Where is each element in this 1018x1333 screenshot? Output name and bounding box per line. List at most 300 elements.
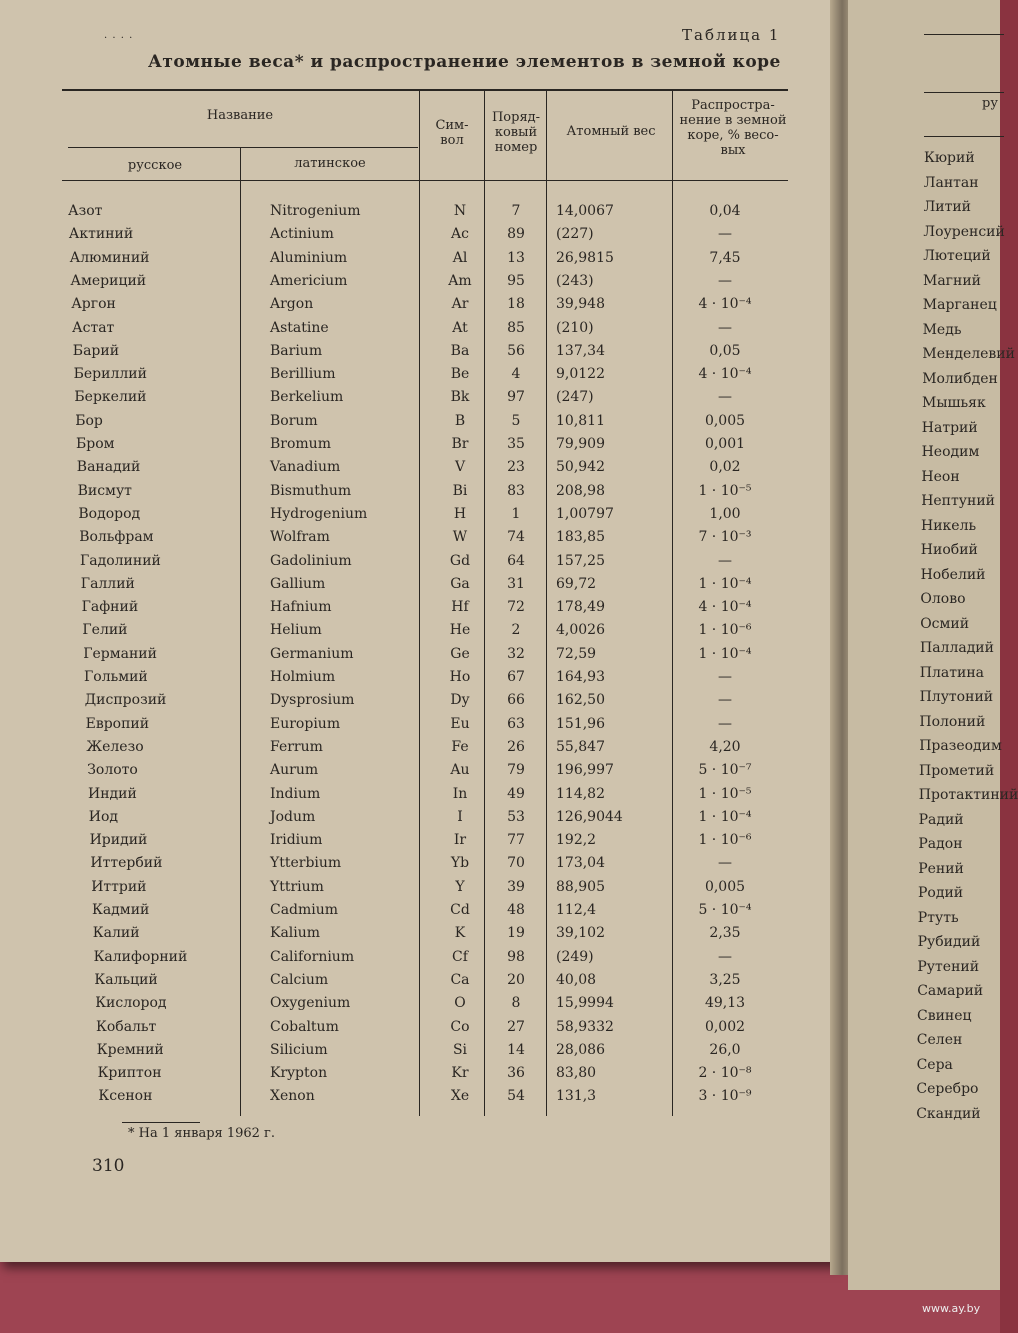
right-list-item: Серебро [916,1081,979,1097]
right-list-item: Неон [921,468,960,485]
latin-name: Wolfram [270,529,330,546]
table-label: Таблица 1 [682,26,781,44]
latin-name: Yttrium [270,878,324,895]
crust-abundance: 49,13 [704,995,746,1012]
atomic-weight: 1,00797 [556,505,614,522]
atomic-weight: 26,9815 [556,249,614,266]
latin-name: Nitrogenium [270,203,361,219]
atomic-number: 1 [511,505,521,522]
russian-name: Диспрозий [84,692,167,709]
table-row [0,669,830,692]
russian-name: Азот [68,203,103,219]
atomic-weight: 55,847 [556,738,605,755]
atomic-number: 97 [507,389,525,406]
right-list-item: Платина [919,664,984,681]
atomic-number: 79 [507,762,525,779]
crust-abundance: 0,002 [704,1018,746,1035]
element-symbol: In [452,785,468,802]
atomic-number: 98 [507,948,525,965]
latin-name: Holmium [270,669,336,685]
right-list-item: Радон [918,836,963,852]
atomic-weight: 126,9044 [556,808,623,825]
table-row [0,529,830,552]
right-rule-2 [924,92,1004,93]
latin-name: Kalium [270,925,321,942]
latin-name: Argon [270,296,314,313]
footnote: * На 1 января 1962 г. [128,1126,276,1141]
right-list-item: Кюрий [924,150,975,166]
table-row [0,1065,830,1088]
right-list-item: Литий [923,199,972,215]
crust-abundance: 1 · 10⁻⁶ [698,832,752,849]
table-row [0,832,830,855]
table-row [0,809,830,832]
atomic-number: 19 [507,925,525,942]
russian-name: Гольмий [84,669,148,685]
crust-abundance: 5 · 10⁻⁷ [698,762,752,779]
crust-abundance: — [718,715,732,732]
right-list-item: Свинец [917,1007,972,1024]
russian-name: Германий [83,645,157,662]
crust-abundance: 0,001 [704,436,746,452]
header-latin: латинское [294,156,366,171]
right-list-item: Нептуний [921,493,995,509]
crust-abundance: 3 · 10⁻⁹ [698,1088,752,1105]
russian-name: Висмут [77,482,132,499]
atomic-number: 5 [511,412,521,429]
latin-name: Hydrogenium [270,505,368,522]
russian-name: Ванадий [76,459,141,476]
latin-name: Dysprosium [270,692,355,709]
right-list-item: Самарий [917,983,984,999]
crust-abundance: 0,005 [704,878,746,895]
latin-name: Astatine [270,319,329,336]
latin-name: Krypton [270,1065,328,1082]
atomic-weight: 208,98 [556,482,605,499]
table-row [0,739,830,762]
right-list-item: Олово [920,591,966,607]
right-list-item: Празеодим [919,738,1002,754]
right-list-item: Палладий [920,640,994,656]
right-list-item: Медь [922,321,962,338]
atomic-weight: 9,0122 [556,366,605,383]
crust-abundance: 1 · 10⁻⁴ [698,645,752,662]
right-list-item: Натрий [921,419,978,436]
atomic-weight: 4,0026 [556,622,605,639]
table-row [0,972,830,995]
header-abundance: Распростра- нение в земной коре, % весо- вых [679,98,787,158]
name-subheader-rule [68,147,418,148]
right-list-item: Прометий [919,762,995,779]
element-symbol: Xe [450,1088,470,1105]
russian-name: Аргон [71,296,116,313]
crust-abundance: 2 · 10⁻⁸ [698,1065,752,1082]
atomic-number: 63 [507,715,525,732]
crust-abundance: 1 · 10⁻⁴ [698,808,752,825]
atomic-weight: 151,96 [556,715,605,732]
element-symbol: I [457,808,463,825]
crust-abundance: — [718,389,732,406]
atomic-weight: (227) [556,226,594,243]
atomic-weight: 88,905 [556,878,605,895]
table-row [0,320,830,343]
element-symbol: H [453,505,467,522]
crust-abundance: 26,0 [709,1041,741,1058]
latin-name: Silicium [270,1041,328,1058]
crust-abundance: 4 · 10⁻⁴ [698,296,752,313]
table-row [0,296,830,319]
table-row [0,483,830,506]
russian-name: Астат [72,319,115,336]
right-page [848,0,1018,1315]
crust-abundance: — [718,669,732,685]
right-list-item: Марганец [922,297,997,313]
table-row [0,459,830,482]
table-row [0,389,830,412]
russian-name: Актиний [68,226,134,243]
russian-name: Алюминий [69,249,150,266]
atomic-weight: 162,50 [556,692,605,709]
russian-name: Америций [70,272,147,289]
atomic-number: 66 [507,692,525,709]
crust-abundance: — [718,692,732,709]
latin-name: Californium [270,948,355,965]
atomic-number: 83 [507,482,525,499]
right-list-item: Родий [918,885,964,901]
latin-name: Germanium [270,645,354,662]
element-symbol: Be [450,366,470,383]
element-symbol: Co [450,1018,470,1035]
atomic-number: 54 [507,1088,525,1105]
crust-abundance: 7 · 10⁻³ [698,529,752,546]
element-symbol: At [452,319,468,336]
russian-name: Бериллий [73,366,147,383]
russian-name: Иридий [89,832,148,849]
crust-abundance: 0,02 [709,459,741,476]
element-symbol: Yb [450,855,470,872]
element-symbol: B [454,412,466,429]
crust-abundance: 0,04 [709,203,741,219]
atomic-weight: (247) [556,389,594,406]
right-list-item: Лантан [923,174,979,191]
right-rule-1 [924,34,1004,35]
atomic-weight: 178,49 [556,599,605,616]
right-list-item: Сера [916,1056,953,1073]
element-symbol: Ac [451,226,469,243]
table-row [0,949,830,972]
atomic-weight: 79,909 [556,436,605,452]
atomic-number: 36 [507,1065,525,1082]
element-symbol: Cf [452,948,468,965]
table-row [0,273,830,296]
table-row [0,413,830,436]
latin-name: Bismuthum [270,482,352,499]
element-symbol: Au [450,762,470,779]
atomic-weight: 14,0067 [556,203,614,219]
right-list-item: Молибден [922,370,998,387]
page-number: 310 [92,1156,125,1176]
table-row [0,576,830,599]
table-row [0,599,830,622]
atomic-weight: (249) [556,948,594,965]
crust-abundance: 0,05 [709,342,741,359]
atomic-number: 67 [507,669,525,685]
table-row [0,692,830,715]
atomic-number: 18 [507,296,525,313]
crust-abundance: — [718,272,732,289]
crust-abundance: 0,005 [704,412,746,429]
atomic-weight: (243) [556,272,594,289]
right-list-item: Неодим [921,444,980,460]
russian-name: Кобальт [96,1018,157,1035]
atomic-number: 23 [507,459,525,476]
atomic-number: 89 [507,226,525,243]
right-list-item: Скандий [916,1105,981,1122]
table-row [0,925,830,948]
atomic-weight: 196,997 [556,762,614,779]
right-list-item: Мышьяк [922,395,986,411]
latin-name: Gadolinium [270,552,352,569]
russian-name: Водород [78,505,141,522]
right-list-item: Лоуренсий [923,223,1005,240]
atomic-weight: 69,72 [556,575,597,592]
russian-name: Иттрий [91,878,147,895]
element-symbol: Kr [451,1065,469,1082]
crust-abundance: — [718,855,732,872]
table-title: Атомные веса* и распространение элементов в земной коре [148,52,781,72]
element-symbol: He [449,622,471,639]
element-symbol: Bi [452,482,468,499]
atomic-number: 85 [507,319,525,336]
watermark: www.ay.by [922,1302,981,1315]
table-row [0,1019,830,1042]
element-symbol: Ar [451,296,469,313]
right-list-item: Магний [923,272,982,289]
crust-abundance: 4 · 10⁻⁴ [698,366,752,383]
atomic-weight: 137,34 [556,342,605,359]
latin-name: Borum [270,412,318,429]
atomic-number: 35 [507,436,525,452]
latin-name: Helium [270,622,322,639]
atomic-weight: 157,25 [556,552,605,569]
latin-name: Actinium [270,226,334,243]
atomic-weight: 183,85 [556,529,605,546]
latin-name: Hafnium [270,599,332,616]
crust-abundance: 1 · 10⁻⁶ [698,622,752,639]
right-list-item: Протактиний [918,787,1018,803]
crust-abundance: 4,20 [709,738,741,755]
atomic-number: 31 [507,575,525,592]
latin-name: Ferrum [270,738,323,755]
table-row [0,902,830,925]
element-symbol: Ge [450,645,470,662]
atomic-number: 56 [507,342,525,359]
atomic-weight: 72,59 [556,645,597,662]
atomic-number: 4 [511,366,521,383]
crust-abundance: 3,25 [709,971,741,988]
table-row [0,553,830,576]
crust-abundance: 7,45 [709,249,741,266]
atomic-weight: 15,9994 [556,995,614,1012]
right-list-item: Ртуть [917,909,959,926]
latin-name: Cadmium [270,902,339,918]
table-row [0,716,830,739]
latin-name: Gallium [270,575,326,592]
russian-name: Золото [87,762,138,779]
crust-abundance: 1 · 10⁻⁵ [698,785,752,802]
right-header-fragment: ру [982,96,998,111]
latin-name: Iridium [270,832,323,849]
atomic-number: 49 [507,785,525,802]
russian-name: Криптон [97,1065,162,1082]
table-row [0,226,830,249]
atomic-number: 70 [507,855,525,872]
atomic-number: 13 [507,249,525,266]
header-weight: Атомный вес [566,124,656,139]
latin-name: Bromum [270,436,331,452]
russian-name: Иод [88,808,119,825]
table-row [0,366,830,389]
right-list-item: Рубидий [917,934,981,950]
crust-abundance: 1 · 10⁻⁴ [698,575,752,592]
latin-name: Aluminium [270,249,348,266]
russian-name: Кремний [96,1041,164,1058]
atomic-weight: 192,2 [556,832,597,849]
element-symbol: Dy [450,692,470,709]
header-symbol: Сим- вол [435,118,469,148]
header-bottom-rule [62,180,788,181]
russian-name: Гелий [82,622,128,639]
russian-name: Беркелий [74,389,147,406]
right-list-item: Никель [921,517,977,534]
latin-name: Europium [270,715,341,732]
table-row [0,203,830,226]
table-row [0,855,830,878]
right-list-item: Нобелий [920,566,986,583]
atomic-weight: 50,942 [556,459,605,476]
atomic-number: 72 [507,599,525,616]
element-symbol: Br [451,436,469,452]
element-symbol: Ba [450,342,470,359]
atomic-number: 39 [507,878,525,895]
atomic-number: 64 [507,552,525,569]
element-symbol: O [454,995,466,1012]
right-list-item: Лютеций [923,248,991,264]
table-row [0,879,830,902]
latin-name: Aurum [270,762,319,779]
table-top-rule [62,89,788,91]
latin-name: Calcium [270,971,329,988]
latin-name: Vanadium [270,459,341,476]
latin-name: Indium [270,785,321,802]
element-symbol: N [453,203,467,219]
latin-name: Jodum [270,808,316,825]
table-row [0,646,830,669]
crust-abundance: 1 · 10⁻⁵ [698,482,752,499]
crust-abundance: — [718,226,732,243]
element-symbol: Ga [450,575,470,592]
latin-name: Americium [270,272,348,289]
latin-name: Ytterbium [270,855,342,872]
atomic-number: 7 [511,203,521,219]
atomic-number: 20 [507,971,525,988]
atomic-number: 32 [507,645,525,662]
table-row [0,1042,830,1065]
element-symbol: V [454,459,466,476]
table-row [0,995,830,1018]
right-list-item: Радий [918,811,964,828]
atomic-number: 2 [511,622,521,639]
right-list-item: Полоний [919,713,986,730]
russian-name: Бор [75,412,103,429]
element-symbol: Al [452,249,468,266]
atomic-number: 53 [507,808,525,825]
atomic-number: 26 [507,738,525,755]
russian-name: Иттербий [90,855,163,872]
russian-name: Индий [88,785,137,802]
latin-name: Xenon [270,1088,315,1105]
crust-abundance: — [718,552,732,569]
russian-name: Вольфрам [79,529,154,546]
atomic-number: 48 [507,902,525,918]
russian-name: Калий [92,925,140,942]
right-list-item: Плутоний [919,689,994,705]
right-list-item: Осмий [920,615,970,632]
element-symbol: Gd [449,552,471,569]
right-list-item: Рений [918,860,964,877]
russian-name: Бром [76,436,115,452]
russian-name: Барий [72,342,120,359]
atomic-weight: 10,811 [556,412,605,429]
element-symbol: Cd [450,902,470,918]
latin-name: Cobaltum [270,1018,339,1035]
russian-name: Калифорний [93,948,188,965]
russian-name: Кальций [94,971,158,988]
table-row [0,762,830,785]
russian-name: Гадолиний [80,552,161,569]
russian-name: Ксенон [98,1088,153,1105]
right-list-item: Менделевий [922,346,1015,362]
element-symbol: Si [452,1041,468,1058]
atomic-weight: (210) [556,319,594,336]
latin-name: Oxygenium [270,995,351,1012]
crust-abundance: 4 · 10⁻⁴ [698,599,752,616]
atomic-weight: 39,948 [556,296,605,313]
element-symbol: Ca [450,971,470,988]
header-name: Название [206,108,274,123]
header-number: Поряд- ковый номер [491,110,541,155]
crust-abundance: 5 · 10⁻⁴ [698,902,752,918]
right-rule-3 [924,136,1004,137]
element-symbol: Y [455,878,465,895]
atomic-number: 95 [507,272,525,289]
page-mark-dots: . . . . [104,30,134,41]
russian-name: Железо [86,738,144,755]
atomic-number: 27 [507,1018,525,1035]
crust-abundance: — [718,948,732,965]
russian-name: Кислород [95,995,167,1012]
element-symbol: Ir [453,832,467,849]
atomic-weight: 131,3 [556,1088,597,1105]
table-row [0,1088,830,1111]
atomic-weight: 164,93 [556,669,605,685]
latin-name: Berillium [270,366,336,383]
right-list-item: Рутений [917,958,980,975]
element-symbol: K [454,925,466,942]
element-symbol: Eu [450,715,470,732]
latin-name: Berkelium [270,389,344,406]
table-row [0,250,830,273]
